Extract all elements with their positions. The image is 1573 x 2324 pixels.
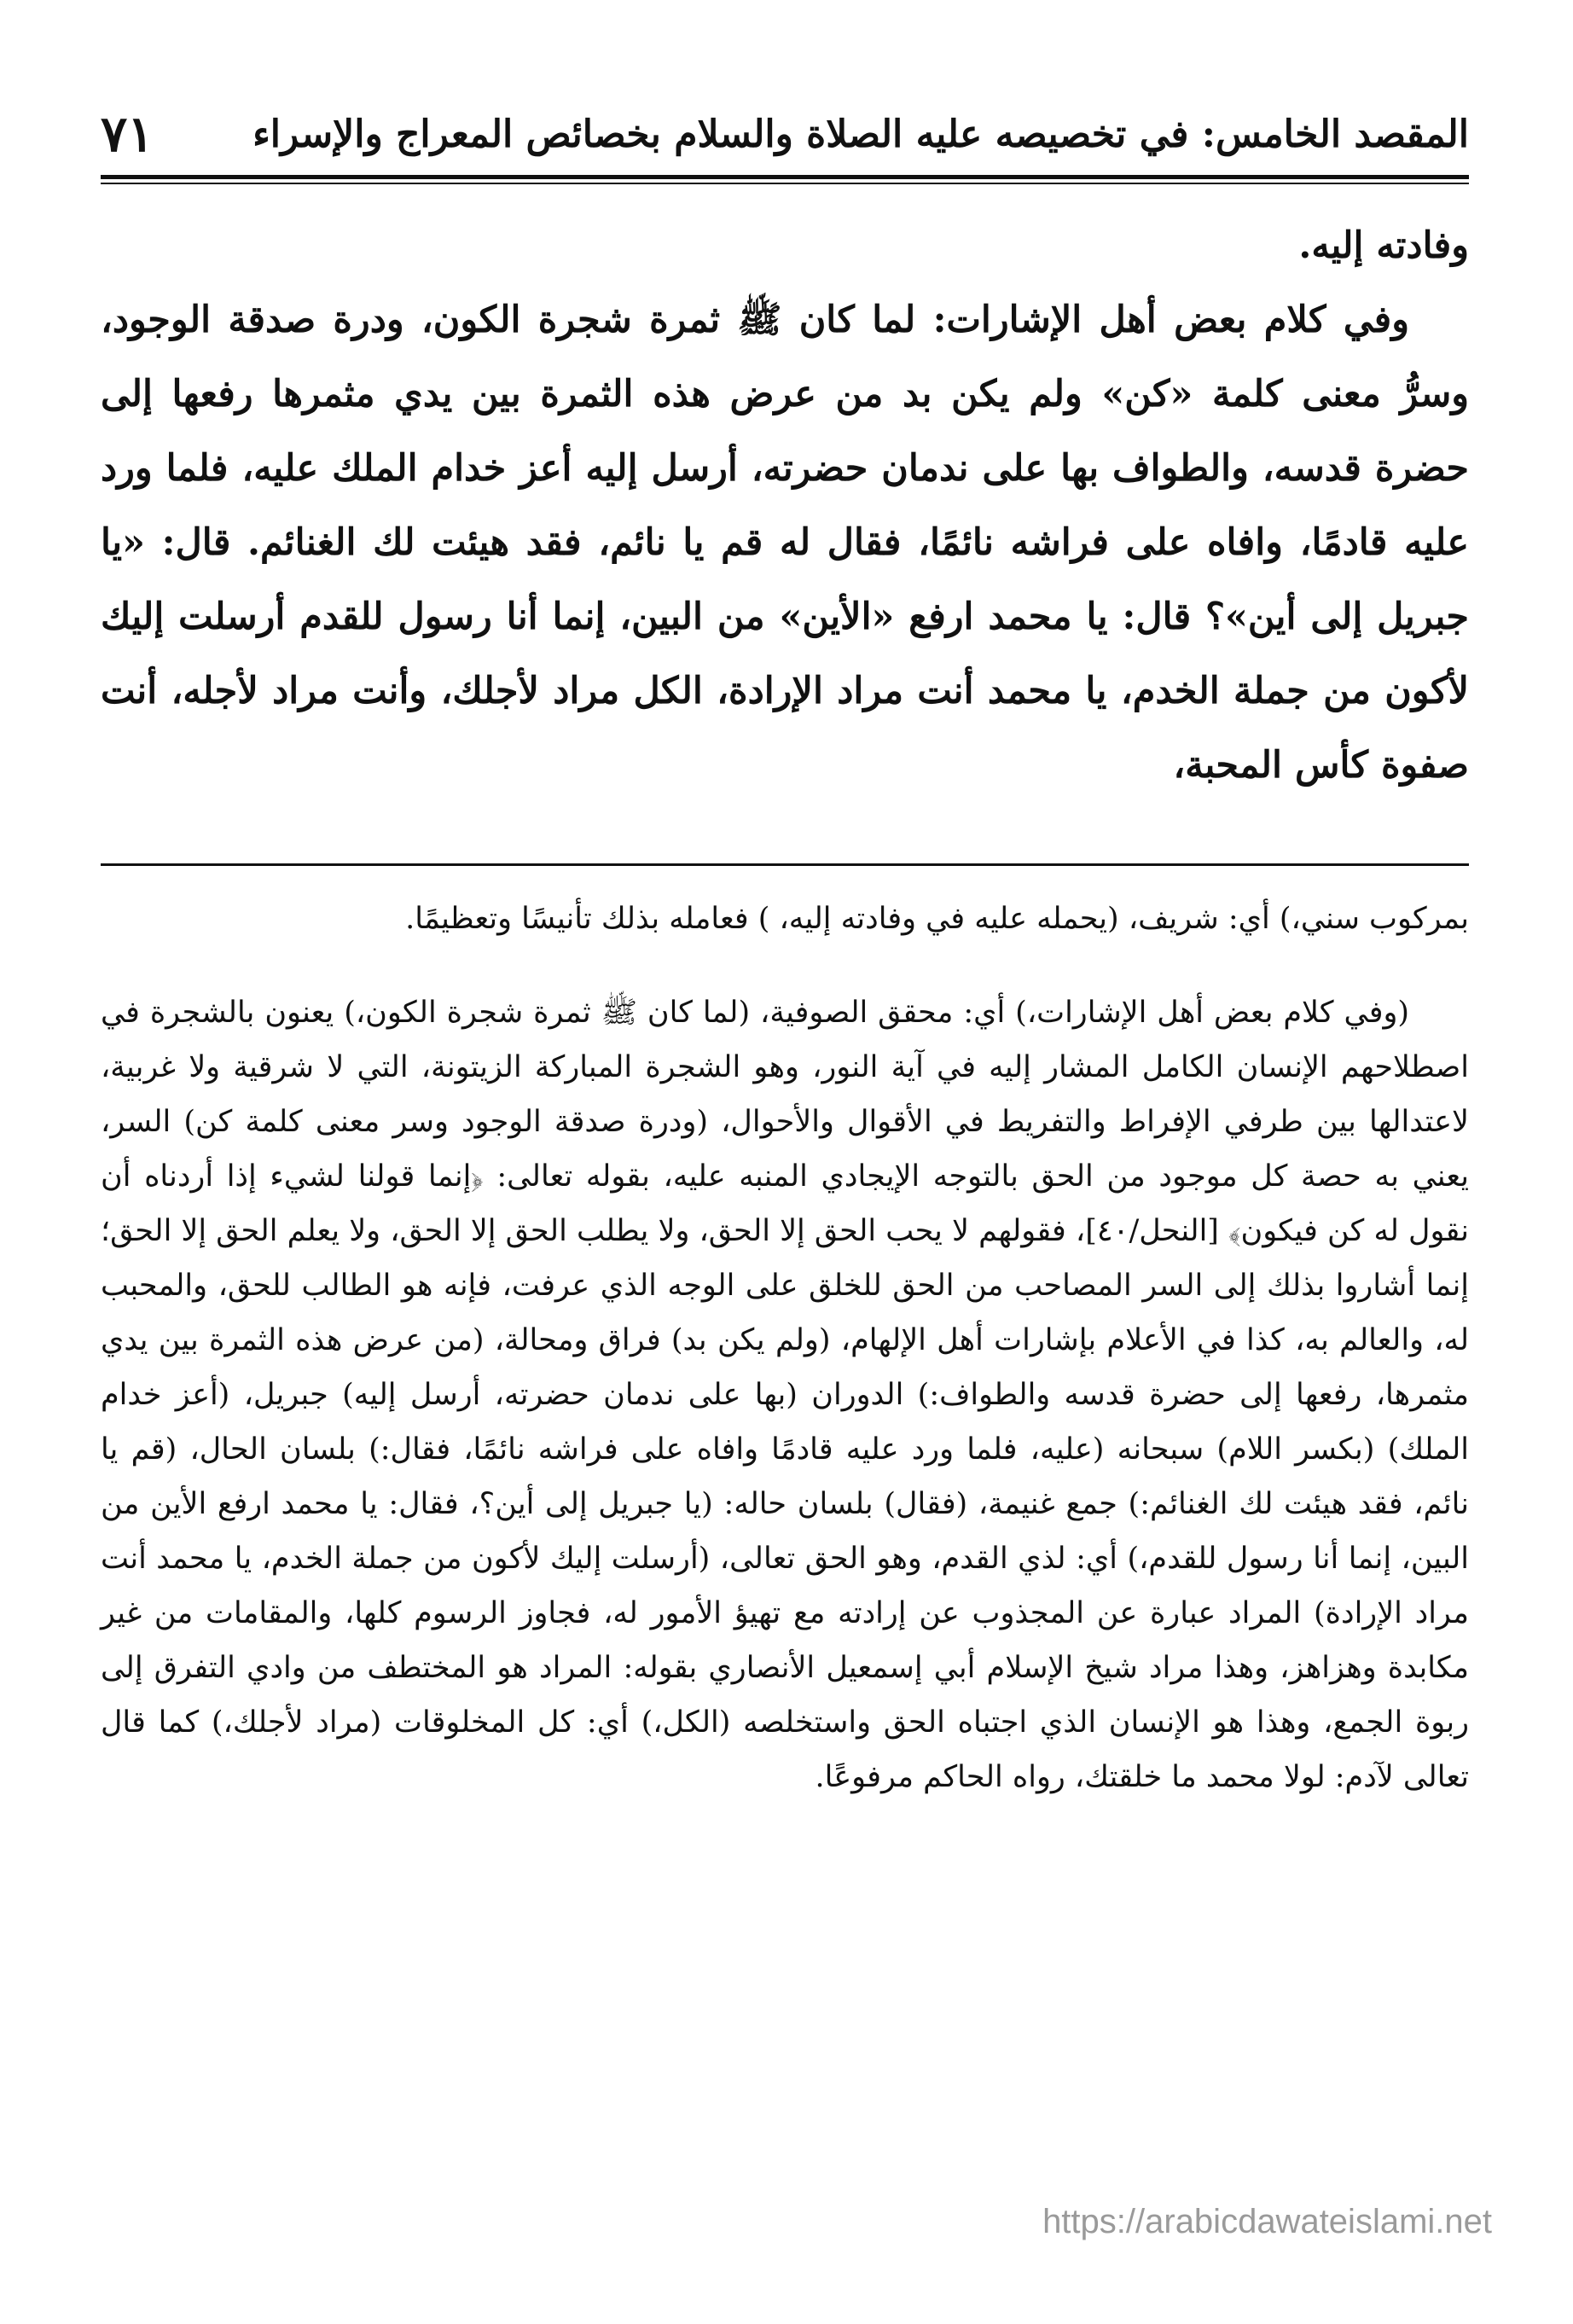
footnote-divider <box>101 863 1469 866</box>
page-number: ٧١ <box>101 105 154 163</box>
commentary-paragraph-2: (وفي كلام بعض أهل الإشارات،) أي: محقق الصوفية، (لما كان ﷺ ثمرة شجرة الكون،) يعنون بالشجرة في اصطلاحهم الإنسان الكامل المشار إليه في آية النور، وهو الشجرة المباركة الزيتونة، التي لا شرقية ولا غربية، لاعتدالها بين طرفي الإفراط والتفريط في الأقوال والأحوال، (ودرة صدقة الوجود وسر معنى كلمة كن) السر، يعني به حصة كل موجود من الحق بالتوجه الإيجادي المنبه عليه، بقوله تعالى: ﴿إنما قولنا لشيء إذا أردناه أن نقول له كن فيكون﴾ [النحل/٤٠]، فقولهم لا يحب الحق إلا الحق، ولا يطلب الحق إلا الحق، ولا يعلم الحق إلا الحق؛ إنما أشاروا بذلك إلى السر المصاحب من الحق للخلق على الوجه الذي عرفت، فإنه هو الطالب للحق، والمحبب له، والعالم به، كذا في الأعلام بإشارات أهل الإلهام، (ولم يكن بد) فراق ومحالة، (من عرض هذه الثمرة بين يدي مثمرها، رفعها إلى حضرة قدسه والطواف:) الدوران (بها على ندمان حضرته، أرسل إليه) جبريل، (أعز خدام الملك) (بكسر اللام) سبحانه (عليه، فلما ورد عليه قادمًا وافاه على فراشه نائمًا، فقال:) بلسان الحال، (قم يا نائم، فقد هيئت لك الغنائم:) جمع غنيمة، (فقال) بلسان حاله: (يا جبريل إلى أين؟، فقال: يا محمد ارفع الأين من البين، إنما أنا رسول للقدم،) أي: لذي القدم، وهو الحق تعالى، (أرسلت إليك لأكون من جملة الخدم، يا محمد أنت مراد الإرادة) المراد عبارة عن المجذوب عن إرادته مع تهيؤ الأمور له، فجاوز الرسوم كلها، والمقامات من غير مكابدة وهزاهز، وهذا مراد شيخ الإسلام أبي إسمعيل الأنصاري بقوله: المراد هو المختطف من وادي التفرق إلى ربوة الجمع، وهذا هو الإنسان الذي اجتباه الحق واستخلصه (الكل،) أي: كل المخلوقات (مراد لأجلك،) كما قال تعالى لآدم: لولا محمد ما خلقتك، رواه الحاكم مرفوعًا. <box>101 996 1469 1794</box>
header-title: المقصد الخامس: في تخصيصه عليه الصلاة والسلام بخصائص المعراج والإسراء <box>252 112 1469 156</box>
commentary <box>101 892 1469 1804</box>
watermark-url: https://arabicdawateislami.net <box>1042 2203 1492 2240</box>
commentary-paragraph-1: بمركوب سني،) أي: شريف، (يحمله عليه في وفادته إليه، ) فعامله بذلك تأنيسًا وتعظيمًا. <box>405 902 1469 936</box>
running-header <box>101 96 1469 172</box>
main-paragraph-2: وفي كلام بعض أهل الإشارات: لما كان ﷺ ثمرة شجرة الكون، ودرة صدقة الوجود، وسرُّ معنى كلمة «كن» ولم يكن بد من عرض هذه الثمرة بين يدي مثمرها رفعها إلى حضرة قدسه، والطواف بها على ندمان حضرته، أرسل إليه أعز خدام الملك عليه، فلما ورد عليه قادمًا، وافاه على فراشه نائمًا، فقال له قم يا نائم، فقد هيئت لك الغنائم. قال: «يا جبريل إلى أين»؟ قال: يا محمد ارفع «الأين» من البين، إنما أنا رسول للقدم أرسلت إليك لأكون من جملة الخدم، يا محمد أنت مراد الإرادة، الكل مراد لأجلك، وأنت مراد لأجله، أنت صفوة كأس المحبة، <box>101 299 1470 787</box>
header-rule <box>101 175 1469 184</box>
main-text <box>101 209 1469 803</box>
main-paragraph-1: وفادته إليه. <box>1298 224 1469 267</box>
